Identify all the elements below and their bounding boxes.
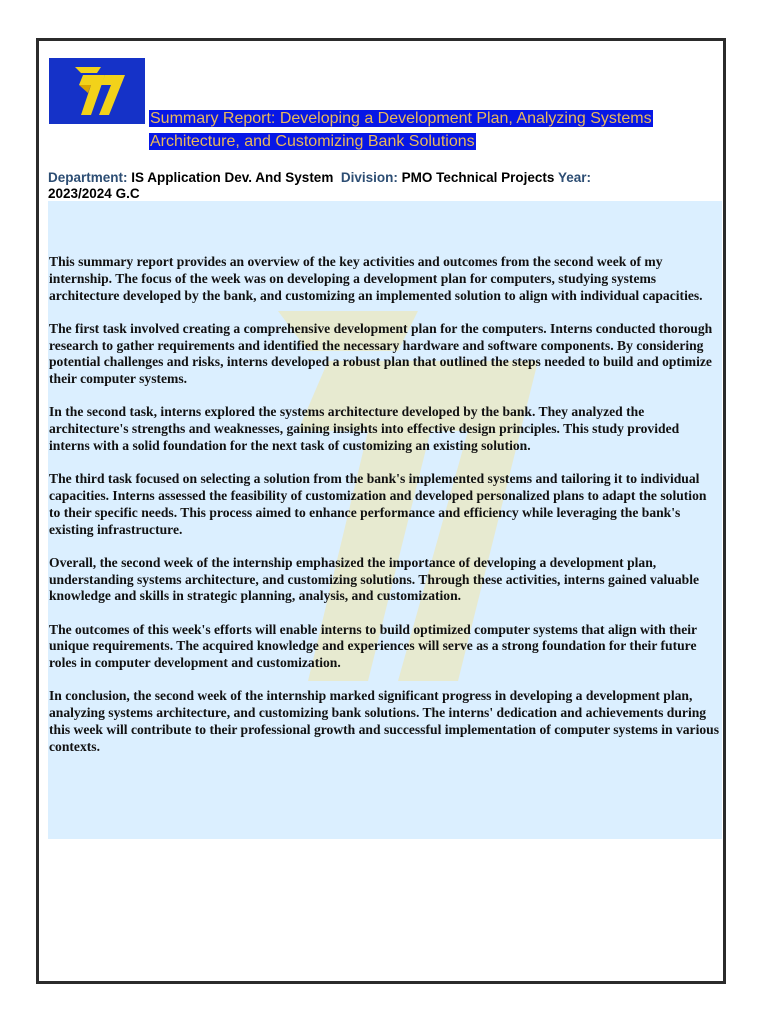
paragraph: The first task involved creating a comprehensive development plan for the computers. Interns conducted thorough research to gather requirements and identified the necessary hardware and software components. By considering potential challenges and risks, interns developed a robust plan that outlined the steps needed to build and optimize their computer systems. — [49, 320, 713, 387]
division-value: PMO Technical Projects — [401, 170, 555, 185]
division-label: Division: — [340, 170, 398, 185]
year-value: 2023/2024 G.C — [48, 186, 140, 201]
report-title — [149, 107, 709, 153]
paragraph: In conclusion, the second week of the internship marked significant progress in developing a development plan, analyzing systems architecture, and customizing bank solutions. The interns' dedication and achievements during this week will contribute to their professional growth and successful implementation of computer systems in various contexts. — [49, 688, 719, 754]
report-body — [48, 201, 722, 839]
paragraph: Overall, the second week of the internship emphasized the importance of developing a development plan, understanding systems architecture, and customizing solutions. Through these activities, interns gained valuable knowledge and skills in strategic planning, analysis, and customization. — [49, 554, 700, 604]
title-line-1: Summary Report: Developing a Development Plan, Analyzing Systems — [150, 110, 652, 127]
department-label: Department: — [48, 170, 128, 185]
bank-logo — [49, 58, 145, 124]
paragraph: The third task focused on selecting a solution from the bank's implemented systems and tailoring it to individual capacities. Interns assessed the feasibility of customization and developed personalized plans to adapt the solution to their specific needs. This process aimed to enhance performance and efficiency while leveraging the bank's existing infrastructure. — [49, 471, 707, 537]
paragraph: The outcomes of this week's efforts will enable interns to build optimized computer systems that align with their unique requirements. The acquired knowledge and experiences will serve as a strong foundation for their future roles in computer development and customization. — [49, 621, 697, 671]
department-value: IS Application Dev. And System — [131, 170, 334, 185]
bank-logo-icon — [61, 63, 133, 119]
report-text — [49, 254, 721, 772]
paragraph: In the second task, interns explored the systems architecture developed by the bank. They analyzed the architecture's strengths and weaknesses, gaining insights into effective design principles. This study provided interns with a solid foundation for the next task of customizing an existing solution. — [49, 404, 680, 453]
paragraph: This summary report provides an overview of the key activities and outcomes from the second week of my internship. The focus of the week was on developing a development plan for computers, studying systems architecture developed by the bank, and customizing an implemented solution to align with individual capacities. — [49, 254, 703, 303]
title-line-2: Architecture, and Customizing Bank Solutions — [150, 133, 475, 150]
year-label: Year: — [557, 170, 591, 185]
document-page — [36, 38, 726, 984]
department-info — [48, 170, 720, 202]
